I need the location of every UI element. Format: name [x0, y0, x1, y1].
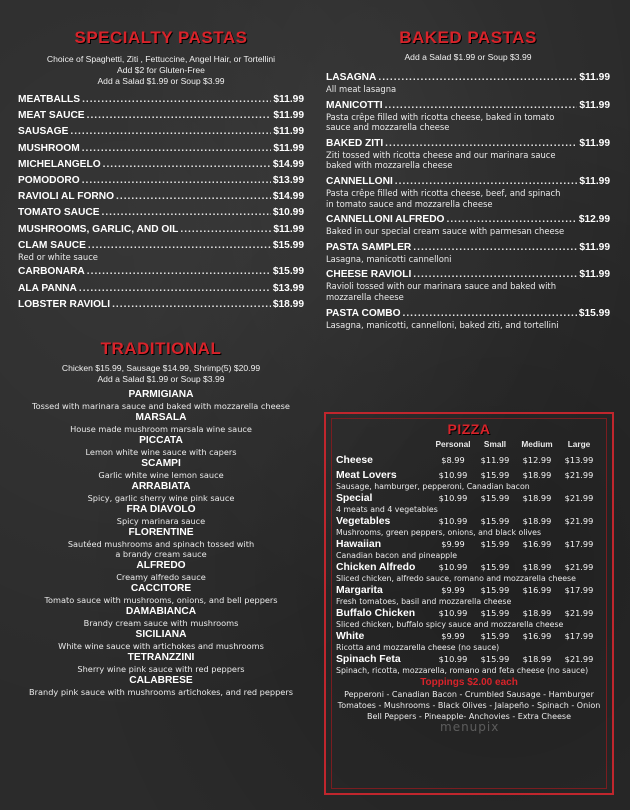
item-price: $11.99	[273, 142, 304, 154]
size-small: Small	[483, 439, 507, 449]
item-name: CACCITORE	[130, 582, 192, 594]
menu-item	[326, 99, 610, 112]
dot-leader	[82, 174, 271, 187]
menu-item	[326, 268, 610, 281]
menu-item	[326, 175, 610, 188]
dot-leader	[112, 298, 271, 311]
baked-subtitle	[326, 52, 610, 63]
specialty-sub-3: Add a Salad $1.99 or Soup $3.99	[97, 76, 225, 86]
item-name: BAKED ZITI	[326, 137, 384, 149]
traditional-list	[18, 389, 304, 697]
item-name: MEATBALLS	[18, 94, 81, 105]
item-name: TOMATO SAUCE	[18, 207, 100, 219]
item-description: Lasagna, manicotti cannelloni	[326, 253, 452, 264]
pizza-name: Hawaiian	[336, 539, 382, 550]
dot-leader	[385, 137, 577, 150]
pizza-price: $21.99	[564, 654, 594, 664]
item-description: Creamy alfredo sauce	[116, 571, 206, 582]
menu-item	[18, 458, 304, 480]
pizza-price: $9.99	[441, 539, 465, 549]
pizza-price: $15.99	[480, 516, 510, 526]
item-description: in tomato sauce and mozzarella cheese	[326, 198, 493, 209]
item-name: MUSHROOMS, GARLIC, AND OIL	[18, 223, 179, 235]
toppings-line-2: Tomatoes - Mushrooms - Black Olives - Jalapeño - Spinach - Onion	[337, 701, 601, 710]
pizza-price: $17.99	[564, 631, 594, 641]
right-column	[326, 28, 610, 330]
menu-item	[18, 481, 304, 503]
dot-leader	[102, 206, 271, 219]
pizza-description: Sliced chicken, alfredo sauce, romano and mozzarella cheese	[336, 574, 576, 583]
traditional-sub-2: Add a Salad $1.99 or Soup $3.99	[97, 373, 225, 384]
dot-leader	[87, 265, 271, 278]
pizza-name: Cheese	[336, 455, 373, 466]
pizza-price: $15.99	[480, 654, 510, 664]
menu-item	[18, 504, 304, 526]
item-name: LOBSTER RAVIOLI	[18, 298, 111, 310]
pizza-row	[336, 630, 602, 643]
item-description: Lasagna, manicotti, cannelloni, baked ziti, and tortellini	[326, 319, 559, 330]
pizza-title: PIZZA	[447, 421, 491, 437]
pizza-price: $8.99	[441, 455, 465, 465]
menu-item	[18, 109, 304, 122]
menu-item	[18, 265, 304, 278]
menu-item	[18, 158, 304, 171]
pizza-price: $21.99	[564, 608, 594, 618]
pizza-price: $13.99	[564, 455, 594, 465]
dot-leader	[385, 99, 578, 112]
dot-leader	[79, 282, 271, 295]
dot-leader	[413, 268, 577, 281]
item-name: CANNELLONI ALFREDO	[326, 214, 445, 226]
item-name: SICILIANA	[135, 628, 187, 640]
menu-item	[18, 629, 304, 651]
menu-item	[18, 125, 304, 138]
item-price: $13.99	[272, 174, 304, 186]
pizza-price: $12.99	[522, 455, 552, 465]
item-price: $15.99	[578, 307, 610, 319]
specialty-list	[18, 93, 304, 311]
item-price: $12.99	[578, 214, 610, 226]
item-name: PASTA SAMPLER	[326, 241, 412, 253]
pizza-description: Ricotta and mozzarella cheese (no sauce)	[336, 643, 500, 652]
menu-item	[18, 527, 304, 559]
pizza-price: $21.99	[564, 516, 594, 526]
item-description: Ziti tossed with ricotta cheese and our marinara sauce	[326, 149, 556, 160]
baked-sub-1: Add a Salad $1.99 or Soup $3.99	[404, 52, 532, 62]
specialty-sub-2: Add $2 for Gluten-Free	[117, 65, 205, 75]
menu-item	[326, 71, 610, 84]
menu-item	[18, 560, 304, 582]
item-name: ALA PANNA	[18, 282, 77, 294]
pizza-price: $10.99	[438, 654, 468, 664]
pizza-name: Chicken Alfredo	[336, 562, 416, 573]
pizza-price: $15.99	[480, 539, 510, 549]
item-price: $11.99	[273, 223, 304, 235]
item-name: MANICOTTI	[326, 99, 383, 111]
baked-list	[326, 71, 610, 330]
pizza-name: Meat Lovers	[336, 470, 397, 481]
pizza-description: Canadian bacon and pineapple	[336, 551, 458, 560]
item-name: MICHELANGELO	[18, 158, 101, 170]
traditional-subtitle	[18, 363, 304, 385]
pizza-price: $10.99	[438, 493, 468, 503]
item-price: $15.99	[272, 266, 304, 278]
menu-item	[18, 389, 304, 411]
item-price: $11.99	[273, 94, 304, 105]
menu-item	[18, 190, 304, 203]
menu-item	[18, 206, 304, 219]
dot-leader	[87, 109, 272, 122]
pizza-price: $21.99	[564, 493, 594, 503]
item-description: mozzarella cheese	[326, 291, 404, 302]
pizza-row	[336, 492, 602, 505]
left-column	[18, 28, 304, 697]
menu-item	[326, 307, 610, 320]
item-name: DAMABIANCA	[125, 605, 197, 617]
toppings-title: Toppings $2.00 each	[420, 677, 518, 688]
item-price: $13.99	[272, 282, 304, 294]
toppings-line-3: Bell Peppers - Pineapple- Anchovies - Extra Cheese	[366, 712, 572, 721]
item-price: $11.99	[579, 269, 610, 281]
item-description: Spicy, garlic sherry wine pink sauce	[87, 492, 235, 503]
pizza-box	[324, 412, 614, 795]
pizza-price: $10.99	[438, 516, 468, 526]
item-name: SAUSAGE	[18, 126, 69, 138]
pizza-price: $10.99	[438, 562, 468, 572]
pizza-row	[336, 584, 602, 597]
menu-item	[18, 583, 304, 605]
item-name: PASTA COMBO	[326, 307, 401, 319]
pizza-name: Spinach Feta	[336, 654, 401, 665]
pizza-name: Buffalo Chicken	[336, 608, 416, 619]
menu-item	[18, 142, 304, 155]
item-name: ALFREDO	[136, 559, 186, 571]
menu-item	[326, 137, 610, 150]
pizza-price: $18.99	[522, 608, 552, 618]
item-description: House made mushroom marsala wine sauce	[70, 423, 252, 434]
item-name: MUSHROOM	[18, 142, 80, 154]
item-name: CLAM SAUCE	[18, 239, 86, 251]
pizza-price: $10.99	[438, 470, 468, 480]
pizza-price: $15.99	[480, 493, 510, 503]
item-description: a brandy cream sauce	[115, 548, 207, 559]
menu-item	[18, 298, 304, 311]
dot-leader	[378, 71, 577, 84]
item-name: FLORENTINE	[128, 526, 194, 538]
item-description: Sherry wine pink sauce with red peppers	[77, 663, 245, 674]
traditional-title: TRADITIONAL	[100, 338, 222, 358]
menu-item	[18, 606, 304, 628]
item-price: $14.99	[272, 191, 304, 203]
item-name: MARSALA	[135, 411, 187, 423]
pizza-price: $9.99	[441, 631, 465, 641]
item-name: CANNELLONI	[326, 175, 393, 187]
pizza-price: $18.99	[522, 516, 552, 526]
menu-item	[326, 241, 610, 254]
pizza-price: $16.99	[522, 631, 552, 641]
pizza-description: Sliced chicken, buffalo spicy sauce and mozzarella cheese	[336, 620, 564, 629]
pizza-price: $18.99	[522, 493, 552, 503]
item-name: MEAT SAUCE	[18, 110, 85, 122]
pizza-price: $17.99	[564, 585, 594, 595]
baked-title: BAKED PASTAS	[399, 28, 537, 47]
item-description: Pasta crêpe filled with ricotta cheese, baked in tomato	[326, 111, 555, 122]
menu-item	[18, 223, 304, 236]
pizza-price: $18.99	[522, 562, 552, 572]
item-name: SCAMPI	[141, 457, 181, 469]
item-price: $14.99	[272, 158, 304, 170]
item-name: PICCATA	[139, 434, 183, 446]
item-description: Sautéed mushrooms and spinach tossed with	[67, 538, 255, 549]
dot-leader	[70, 125, 271, 138]
pizza-price: $18.99	[522, 470, 552, 480]
item-price: $11.99	[579, 137, 610, 149]
item-description: baked with mozzarella cheese	[326, 160, 453, 171]
menu-item	[18, 435, 304, 457]
specialty-sub-1: Choice of Spaghetti, Ziti , Fettuccine, Angel Hair, or Tortellini	[46, 54, 276, 64]
pizza-price: $10.99	[438, 608, 468, 618]
menu-item	[18, 93, 304, 106]
pizza-description: Fresh tomatoes, basil and mozzarella cheese	[336, 597, 512, 606]
menu-item	[18, 282, 304, 295]
dot-leader	[413, 241, 577, 254]
item-price: $11.99	[579, 175, 610, 187]
pizza-name: Vegetables	[336, 516, 391, 527]
dot-leader	[395, 175, 578, 188]
item-price: $18.99	[272, 298, 304, 310]
item-description: White wine sauce with artichokes and mushrooms	[58, 640, 264, 651]
item-price: $10.99	[272, 207, 304, 219]
traditional-sub-1: Chicken $15.99, Sausage $14.99, Shrimp(5) $20.99	[61, 362, 261, 373]
item-name: FRA DIAVOLO	[126, 503, 196, 515]
menu-item	[18, 652, 304, 674]
item-description: Garlic white wine lemon sauce	[98, 469, 224, 480]
dot-leader	[103, 158, 271, 171]
dot-leader	[446, 213, 576, 226]
item-name: CALABRESE	[129, 674, 193, 686]
item-description: Baked in our special cream sauce with parmesan cheese	[326, 226, 565, 237]
pizza-row	[336, 469, 602, 482]
item-description: All meat lasagna	[326, 84, 397, 94]
toppings-line-1: Pepperoni - Canadian Bacon - Crumbled Sausage - Hamburger	[344, 690, 594, 699]
menu-item	[18, 675, 304, 697]
item-price: $15.99	[272, 239, 304, 251]
item-description: Brandy cream sauce with mushrooms	[83, 617, 239, 628]
item-name: POMODORO	[18, 174, 80, 186]
item-price: $11.99	[579, 241, 610, 253]
item-price: $11.99	[579, 99, 610, 111]
item-description: Tossed with marinara sauce and baked with mozzarella cheese	[32, 400, 290, 411]
pizza-price: $15.99	[480, 585, 510, 595]
dot-leader	[403, 307, 577, 320]
item-name: PARMIGIANA	[128, 388, 194, 400]
watermark-logo: menupix	[440, 720, 500, 734]
item-description: sauce and mozzarella cheese	[326, 122, 450, 133]
pizza-description: Mushrooms, green peppers, onions, and black olives	[336, 528, 542, 537]
pizza-description: Sausage, hamburger, pepperoni, Canadian bacon	[336, 482, 530, 491]
menu-item	[326, 213, 610, 226]
dot-leader	[82, 93, 271, 106]
size-personal: Personal	[435, 439, 471, 449]
specialty-subtitle	[18, 54, 304, 87]
item-description: Tomato sauce with mushrooms, onions, and bell peppers	[44, 594, 278, 605]
pizza-row	[336, 607, 602, 620]
pizza-price: $21.99	[564, 562, 594, 572]
item-price: $11.99	[273, 110, 304, 122]
dot-leader	[82, 142, 272, 155]
pizza-list	[336, 454, 602, 676]
item-name: CHEESE RAVIOLI	[326, 269, 412, 281]
pizza-price: $21.99	[564, 470, 594, 480]
pizza-row	[336, 454, 602, 467]
menu-item	[18, 412, 304, 434]
dot-leader	[180, 223, 271, 236]
pizza-price: $16.99	[522, 539, 552, 549]
pizza-price: $17.99	[564, 539, 594, 549]
item-description: Red or white sauce	[18, 251, 98, 262]
pizza-name: White	[336, 631, 365, 642]
pizza-price: $9.99	[441, 585, 465, 595]
item-description: Lemon white wine sauce with capers	[85, 446, 237, 457]
pizza-size-header	[336, 439, 602, 450]
pizza-price: $18.99	[522, 654, 552, 664]
item-name: RAVIOLI AL FORNO	[18, 191, 115, 203]
pizza-row	[336, 653, 602, 666]
pizza-description: Spinach, ricotta, mozzarella, romano and feta cheese (no sauce)	[336, 666, 589, 675]
pizza-row	[336, 561, 602, 574]
pizza-row	[336, 515, 602, 528]
dot-leader	[116, 190, 271, 203]
item-name: TETRANZZINI	[127, 651, 195, 663]
pizza-price: $16.99	[522, 585, 552, 595]
pizza-price: $15.99	[480, 470, 510, 480]
item-price: $11.99	[579, 72, 610, 83]
size-large: Large	[567, 439, 591, 449]
dot-leader	[88, 239, 271, 252]
item-description: Spicy marinara sauce	[116, 515, 206, 526]
pizza-price: $11.99	[480, 455, 510, 465]
item-name: CARBONARA	[18, 266, 85, 278]
item-description: Ravioli tossed with our marinara sauce and baked with	[326, 281, 557, 292]
pizza-price: $15.99	[480, 562, 510, 572]
menu-item	[18, 174, 304, 187]
specialty-title: SPECIALTY PASTAS	[74, 28, 248, 47]
item-description: Pasta crêpe filled with ricotta cheese, beef, and spinach	[326, 187, 561, 198]
pizza-name: Special	[336, 493, 373, 504]
pizza-name: Margarita	[336, 585, 383, 596]
item-name: LASAGNA	[326, 72, 377, 83]
item-price: $11.99	[273, 126, 304, 138]
item-description: Brandy pink sauce with mushrooms artichokes, and red peppers	[29, 686, 293, 697]
pizza-price: $15.99	[480, 631, 510, 641]
pizza-row	[336, 538, 602, 551]
size-medium: Medium	[521, 439, 553, 449]
pizza-description: 4 meats and 4 vegetables	[336, 505, 438, 514]
pizza-price: $15.99	[480, 608, 510, 618]
menu-item	[18, 239, 304, 252]
item-name: ARRABIATA	[131, 480, 191, 492]
